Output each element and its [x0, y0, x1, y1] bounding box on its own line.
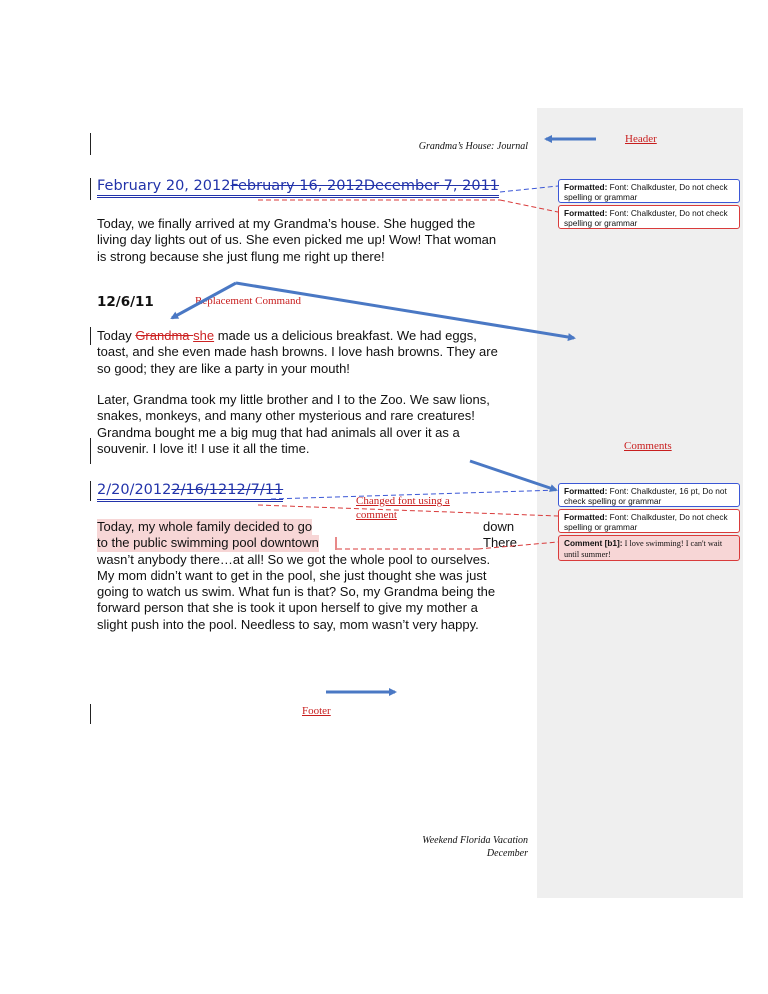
formatting-balloon[interactable]: Formatted: Font: Chalkduster, 16 pt, Do not check spelling or grammar	[558, 483, 740, 507]
entry3-line: going to watch us swim. What fun is that? So, my Grandma being the	[97, 584, 496, 600]
entry2-line: Today Grandma she made us a delicious breakfast. We had eggs,	[97, 328, 477, 343]
entry2-line: toast, and she even made hash browns. I love hash browns. They are	[97, 344, 498, 360]
inserted-text: she	[193, 328, 215, 343]
entry2-line: snakes, monkeys, and many other mysterious and rare creatures!	[97, 408, 475, 424]
page-footer-line1: Weekend Florida Vacation	[422, 835, 528, 846]
entry3-line: slight push into the pool. Needless to say, mom wasn’t very happy.	[97, 616, 479, 632]
commented-text: to the public swimming pool downtown	[97, 535, 319, 551]
connector-line	[500, 200, 558, 212]
formatting-balloon[interactable]: Formatted: Font: Chalkduster, Do not check spelling or grammar	[558, 179, 740, 203]
entry3-line: forward person that she is took it upon herself to give my mother a	[97, 600, 478, 616]
entry1-line: Today, we finally arrived at my Grandma’s house. She hugged the	[97, 216, 476, 231]
deleted-text: Grandma	[135, 328, 194, 343]
arrow-comments	[470, 461, 556, 490]
comment-balloon[interactable]: Comment [b1]: I love swimming! I can't wait until summer!	[558, 535, 740, 561]
entry1-date-deleted-1: February 16, 2012	[230, 178, 363, 198]
entry2-line: souvenir. I love it! I use it all the time.	[97, 440, 310, 456]
entry3-date-deleted-1: 2/16/12	[171, 482, 227, 502]
entry3-line: wasn’t anybody there…at all! So we got the whole pool to ourselves.	[97, 551, 491, 567]
annotation-changed-font: Changed font using a comment	[356, 495, 450, 521]
page-footer-line2: December	[486, 848, 528, 859]
entry3-line: Today, my whole family decided to go down	[97, 519, 515, 534]
annotation-footer: Footer	[302, 705, 331, 717]
connector-line	[500, 186, 558, 192]
entry1-date-current: February 20, 2012	[97, 178, 230, 198]
entry3-line: to the public swimming pool downtown There	[97, 535, 517, 551]
connector-line	[258, 505, 558, 516]
entry1-date-deleted-2: December 7, 2011	[364, 178, 499, 198]
entry1-line: living day lights out of us. She even picked me up! Wow! That woman	[97, 232, 497, 248]
annotation-comments: Comments	[624, 440, 672, 452]
formatting-balloon[interactable]: Formatted: Font: Chalkduster, Do not check spelling or grammar	[558, 509, 740, 533]
entry1-line: is strong because she just flung me right up there!	[97, 248, 385, 264]
page-header-text: Grandma’s House: Journal	[418, 141, 528, 152]
entry2-line: Grandma bought me a big mug that had animals all over it as a	[97, 424, 460, 440]
connector-line	[478, 542, 558, 549]
entry3-line: My mom didn’t want to get in the pool, she just thought she was just	[97, 567, 487, 583]
arrow-replacement-left	[172, 283, 236, 318]
connector-line	[271, 490, 558, 499]
entry3-date-current: 2/20/2012	[97, 482, 171, 502]
formatting-balloon[interactable]: Formatted: Font: Chalkduster, Do not check spelling or grammar	[558, 205, 740, 229]
commented-text: Today, my whole family decided to go	[97, 519, 313, 534]
annotation-header: Header	[625, 133, 657, 145]
entry3-date-deleted-2: 12/7/11	[227, 482, 283, 502]
entry2-line: Later, Grandma took my little brother and I to the Zoo. We saw lions,	[97, 392, 490, 407]
annotation-replacement-command: Replacement Command	[195, 295, 301, 307]
entry2-line: so good; they are like a party in your mouth!	[97, 360, 350, 376]
arrow-replacement-right	[236, 283, 574, 338]
entry2-date: 12/6/11	[97, 294, 154, 310]
